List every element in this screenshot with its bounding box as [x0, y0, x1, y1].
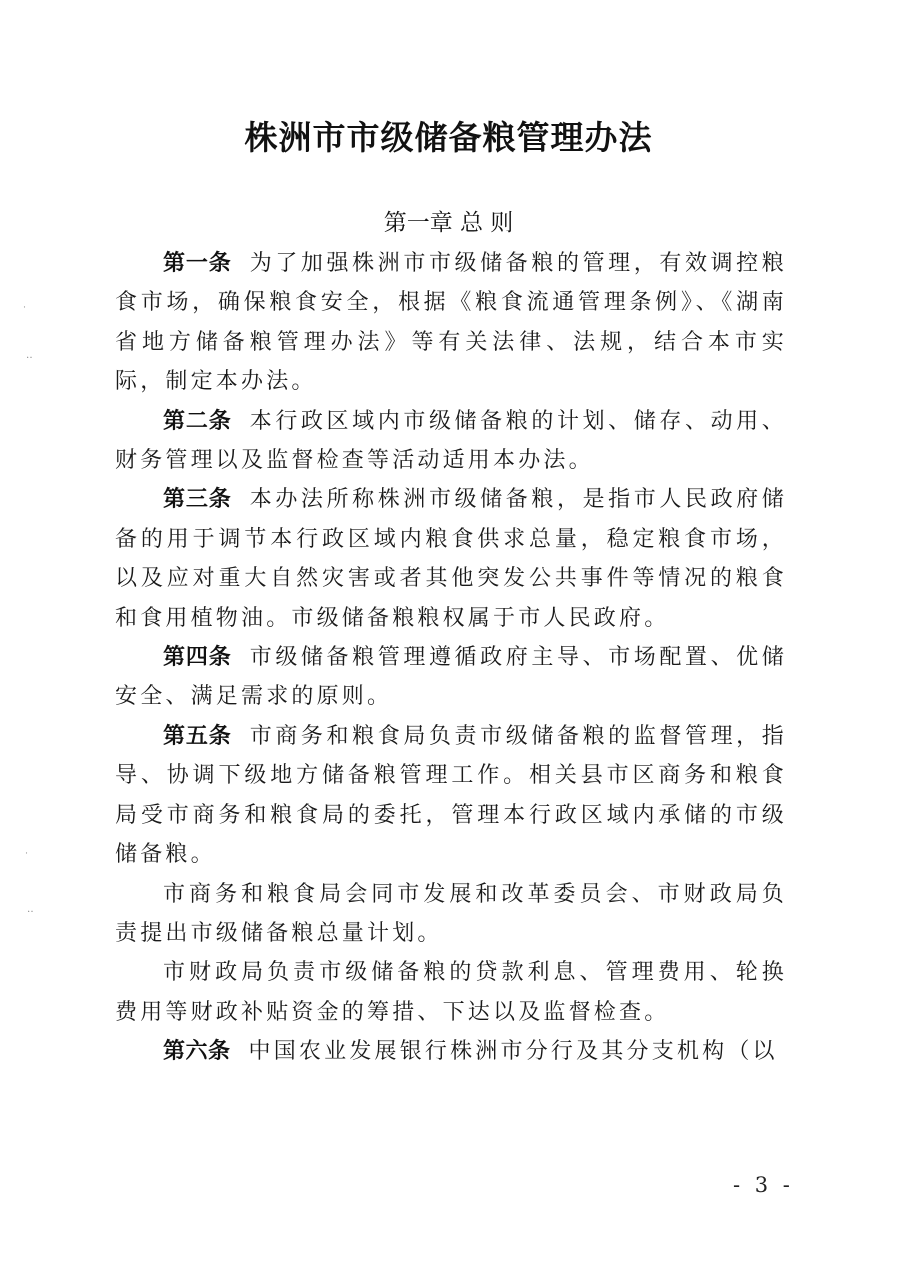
article-paragraph: [115, 1032, 787, 1071]
article-text: 本办法所称株洲市级储备粮，是指市人民政府储备的用于调节本行政区域内粮食供求总量，稳定粮食市场，以及应对重大自然灾害或者其他突发公共事件等情况的粮食和食用植物油。市级储备粮粮权属于市人民政府。: [115, 487, 787, 631]
body-paragraph: [115, 875, 787, 954]
document-body: [115, 244, 787, 1072]
article-number: 第一条: [163, 251, 232, 276]
article-text: 本行政区域内市级储备粮的计划、储存、动用、财务管理以及监督检查等活动适用本办法。: [115, 408, 787, 474]
page-number: - 3 -: [733, 1173, 794, 1197]
article-number: 第四条: [163, 645, 232, 671]
body-paragraph: [115, 953, 787, 1032]
article-text: 市商务和粮食局负责市级储备粮的监督管理，指导、协调下级地方储备粮管理工作。相关县市区商务和粮食局受市商务和粮食局的委托，管理本行政区域内承储的市级储备粮。: [115, 723, 787, 868]
scan-speck: ˙: [24, 852, 29, 863]
article-text: 为了加强株洲市市级储备粮的管理，有效调控粮食市场，确保粮食安全，根据《粮食流通管理条例》、《湖南省地方储备粮管理办法》等有关法律、法规，结合本市实际，制定本办法。: [115, 251, 787, 395]
scan-speck: ‥: [26, 350, 33, 361]
article-text: 市级储备粮管理遵循政府主导、市场配置、优储安全、满足需求的原则。: [115, 645, 787, 710]
article-number: 第二条: [163, 408, 232, 434]
paragraph-text: 市财政局负责市级储备粮的贷款利息、管理费用、轮换费用等财政补贴资金的筹措、下达以及监督检查。: [115, 960, 787, 1025]
article-number: 第六条: [163, 1039, 231, 1065]
article-text: 中国农业发展银行株洲市分行及其分支机构（以: [248, 1039, 778, 1065]
scan-speck: ˙: [22, 306, 27, 317]
article-paragraph: [115, 244, 787, 402]
article-paragraph: [115, 638, 787, 717]
paragraph-text: 市商务和粮食局会同市发展和改革委员会、市财政局负责提出市级储备粮总量计划。: [115, 881, 787, 946]
document-title: 株洲市市级储备粮管理办法: [244, 118, 653, 157]
chapter-heading: 第一章 总 则: [383, 210, 514, 236]
article-number: 第三条: [163, 487, 232, 513]
article-paragraph: [115, 717, 787, 875]
article-paragraph: [115, 402, 787, 481]
article-number: 第五条: [163, 723, 232, 749]
article-paragraph: [115, 480, 787, 638]
scan-speck: ‥: [27, 904, 34, 915]
